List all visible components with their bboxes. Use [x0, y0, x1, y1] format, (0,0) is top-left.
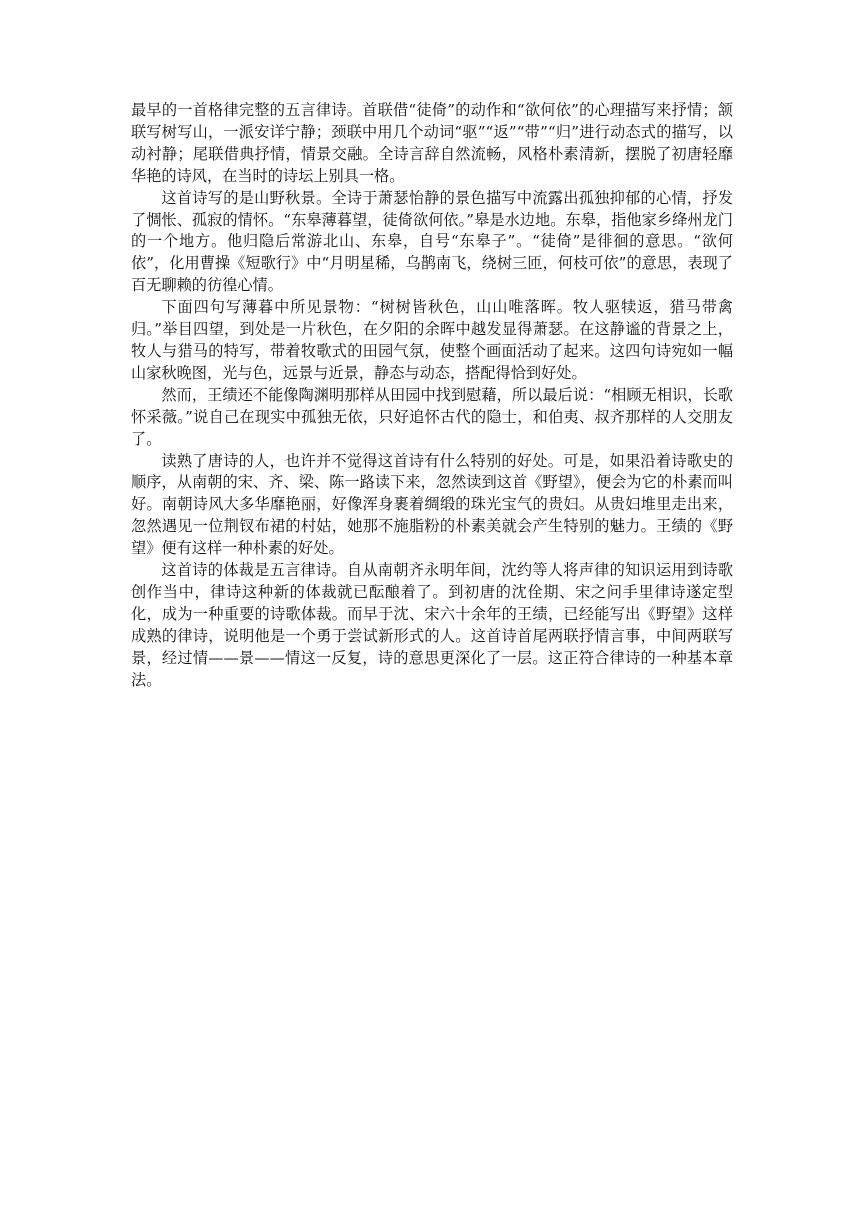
paragraph: 下面四句写薄暮中所见景物：“树树皆秋色，山山唯落晖。牧人驱犊返，猎马带禽归。”举目四望，到处是一片秋色，在夕阳的余晖中越发显得萧瑟。在这静谧的背景之上，牧人与猎马的特写，带着牧歌式的田园气氛，使整个画面活动了起来。这四句诗宛如一幅山家秋晚图，光与色，远景与近景，静态与动态，搭配得恰到好处。 — [131, 298, 733, 382]
document-body — [131, 100, 733, 691]
paragraph: 然而，王绩还不能像陶渊明那样从田园中找到慰藉，所以最后说：“相顾无相识，长歌怀采薇。”说自己在现实中孤独无依，只好追怀古代的隐士，和伯夷、叔齐那样的人交朋友了。 — [131, 385, 733, 448]
paragraph-continuation: 最早的一首格律完整的五言律诗。首联借“徒倚”的动作和“欲何依”的心理描写来抒情；颔联写树写山，一派安详宁静；颈联中用几个动词“驱”“返”“带”“归”进行动态式的描写，以动衬静；尾联借典抒情，情景交融。全诗言辞自然流畅，风格朴素清新，摆脱了初唐轻靡华艳的诗风，在当时的诗坛上别具一格。 — [131, 101, 733, 185]
paragraph: 这首诗写的是山野秋景。全诗于萧瑟怡静的景色描写中流露出孤独抑郁的心情，抒发了惆怅、孤寂的情怀。“东皋薄暮望，徒倚欲何依。”皋是水边地。东皋，指他家乡绛州龙门的一个地方。他归隐后常游北山、东皋，自号“东皋子”。“徒倚”是徘徊的意思。“欲何依”，化用曹操《短歌行》中“月明星稀，乌鹊南飞，绕树三匝，何枝可依”的意思，表现了百无聊赖的彷徨心情。 — [131, 188, 733, 295]
paragraph: 读熟了唐诗的人，也许并不觉得这首诗有什么特别的好处。可是，如果沿着诗歌史的顺序，从南朝的宋、齐、梁、陈一路读下来，忽然读到这首《野望》，便会为它的朴素而叫好。南朝诗风大多华靡艳丽，好像浑身裹着绸缎的珠光宝气的贵妇。从贵妇堆里走出来，忽然遇见一位荆钗布裙的村姑，她那不施脂粉的朴素美就会产生特别的魅力。王绩的《野望》便有这样一种朴素的好处。 — [131, 451, 733, 558]
paragraph: 这首诗的体裁是五言律诗。自从南朝齐永明年间，沈约等人将声律的知识运用到诗歌创作当中，律诗这种新的体裁就已酝酿着了。到初唐的沈佺期、宋之问手里律诗遂定型化，成为一种重要的诗歌体裁。而早于沈、宋六十余年的王绩，已经能写出《野望》这样成熟的律诗，说明他是一个勇于尝试新形式的人。这首诗首尾两联抒情言事，中间两联写景，经过情——景——情这一反复，诗的意思更深化了一层。这正符合律诗的一种基本章法。 — [131, 561, 733, 689]
